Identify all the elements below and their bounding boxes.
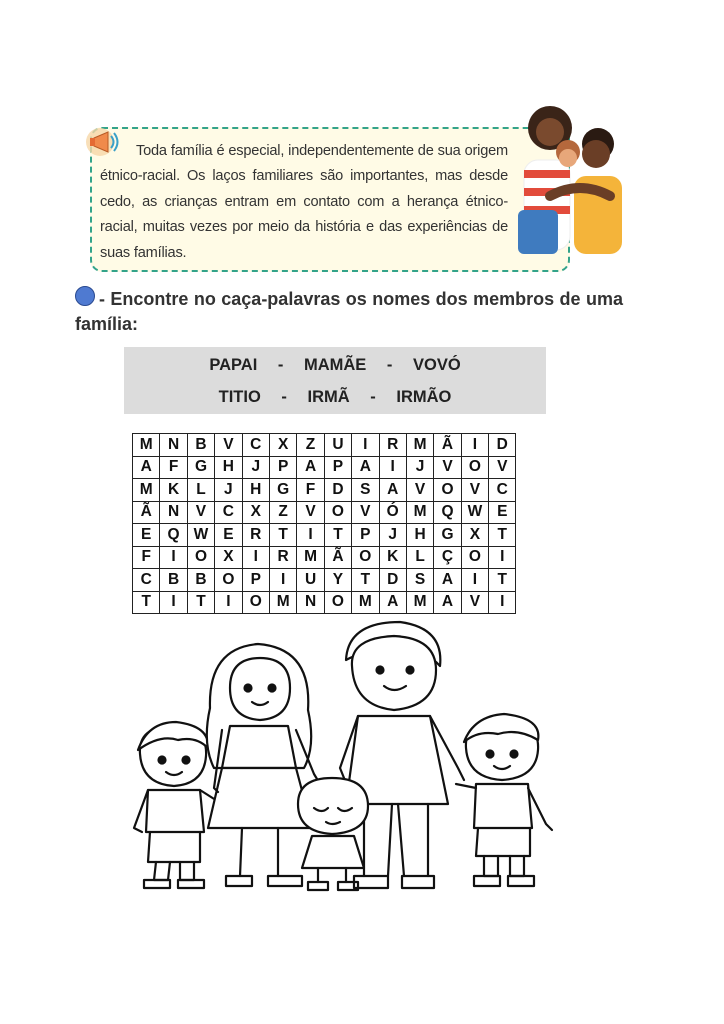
grid-cell[interactable]: A	[352, 456, 379, 479]
grid-cell[interactable]: I	[160, 591, 187, 614]
grid-cell[interactable]: I	[160, 546, 187, 569]
grid-cell[interactable]: L	[406, 546, 433, 569]
grid-cell[interactable]: R	[269, 546, 296, 569]
grid-cell[interactable]: F	[297, 479, 324, 502]
word-irmao: IRMÃO	[396, 388, 452, 406]
grid-cell[interactable]: D	[324, 479, 351, 502]
grid-cell[interactable]: A	[434, 591, 461, 614]
grid-cell[interactable]: L	[187, 479, 214, 502]
grid-cell[interactable]: V	[461, 591, 488, 614]
grid-cell[interactable]: Ã	[324, 546, 351, 569]
grid-cell[interactable]: P	[269, 456, 296, 479]
grid-cell[interactable]: D	[489, 434, 516, 457]
grid-cell[interactable]: C	[133, 569, 160, 592]
grid-cell[interactable]: O	[324, 501, 351, 524]
grid-cell[interactable]: M	[297, 546, 324, 569]
grid-cell[interactable]: Y	[324, 569, 351, 592]
grid-cell[interactable]: B	[187, 569, 214, 592]
word-search-table	[132, 433, 516, 614]
grid-cell[interactable]: V	[489, 456, 516, 479]
grid-cell[interactable]: P	[242, 569, 269, 592]
grid-cell[interactable]: R	[242, 524, 269, 547]
grid-cell[interactable]: T	[133, 591, 160, 614]
grid-cell[interactable]: V	[434, 456, 461, 479]
word-titio: TITIO	[218, 388, 261, 406]
boy-right-figure	[456, 714, 552, 886]
grid-cell[interactable]: V	[297, 501, 324, 524]
grid-cell[interactable]: I	[461, 434, 488, 457]
grid-cell[interactable]: D	[379, 569, 406, 592]
grid-cell[interactable]: T	[187, 591, 214, 614]
word-bank	[124, 347, 546, 414]
grid-cell[interactable]: W	[461, 501, 488, 524]
grid-cell[interactable]: K	[379, 546, 406, 569]
grid-cell[interactable]: Q	[434, 501, 461, 524]
grid-cell[interactable]: P	[324, 456, 351, 479]
family-hug-illustration	[510, 100, 622, 258]
grid-cell[interactable]: X	[269, 434, 296, 457]
grid-row	[133, 501, 516, 524]
grid-cell[interactable]: Q	[160, 524, 187, 547]
grid-cell[interactable]: A	[297, 456, 324, 479]
grid-cell[interactable]: I	[489, 546, 516, 569]
grid-cell[interactable]: J	[242, 456, 269, 479]
word-separator: -	[386, 356, 393, 374]
grid-cell[interactable]: X	[215, 546, 242, 569]
grid-cell[interactable]: Z	[297, 434, 324, 457]
grid-cell[interactable]: I	[215, 591, 242, 614]
word-separator: -	[281, 388, 287, 406]
word-separator: -	[370, 388, 376, 406]
grid-cell[interactable]: O	[242, 591, 269, 614]
grid-cell[interactable]: I	[242, 546, 269, 569]
grid-cell[interactable]: O	[324, 591, 351, 614]
grid-cell[interactable]: I	[352, 434, 379, 457]
grid-cell[interactable]: A	[434, 569, 461, 592]
grid-cell[interactable]: T	[352, 569, 379, 592]
grid-cell[interactable]: G	[187, 456, 214, 479]
grid-cell[interactable]: J	[406, 456, 433, 479]
grid-cell[interactable]: Ã	[434, 434, 461, 457]
grid-cell[interactable]: S	[406, 569, 433, 592]
family-coloring-drawing	[118, 618, 566, 900]
word-separator: -	[277, 356, 284, 374]
grid-cell[interactable]: F	[160, 456, 187, 479]
grid-cell[interactable]: I	[489, 591, 516, 614]
grid-cell[interactable]: O	[434, 479, 461, 502]
grid-cell[interactable]: C	[242, 434, 269, 457]
grid-cell[interactable]: T	[489, 524, 516, 547]
grid-cell[interactable]: Z	[269, 501, 296, 524]
grid-cell[interactable]: O	[187, 546, 214, 569]
word-bank-line-2	[124, 388, 546, 407]
grid-cell[interactable]: O	[352, 546, 379, 569]
grid-cell[interactable]: S	[352, 479, 379, 502]
grid-cell[interactable]: O	[215, 569, 242, 592]
grid-cell[interactable]: M	[133, 479, 160, 502]
grid-row	[133, 569, 516, 592]
grid-cell[interactable]: C	[489, 479, 516, 502]
grid-cell[interactable]: K	[160, 479, 187, 502]
grid-cell[interactable]: N	[160, 501, 187, 524]
grid-cell[interactable]: T	[324, 524, 351, 547]
grid-cell[interactable]: U	[324, 434, 351, 457]
grid-cell[interactable]: T	[489, 569, 516, 592]
grid-cell[interactable]: V	[187, 501, 214, 524]
grid-cell[interactable]: V	[215, 434, 242, 457]
grid-cell[interactable]: B	[160, 569, 187, 592]
grid-cell[interactable]: W	[187, 524, 214, 547]
grid-cell[interactable]: A	[379, 479, 406, 502]
grid-cell[interactable]: G	[269, 479, 296, 502]
grid-cell[interactable]: X	[461, 524, 488, 547]
grid-cell[interactable]: H	[215, 456, 242, 479]
grid-row	[133, 456, 516, 479]
grid-cell[interactable]: F	[133, 546, 160, 569]
word-papai: PAPAI	[209, 356, 258, 374]
word-mamae: MAMÃE	[303, 356, 367, 374]
grid-cell[interactable]: O	[461, 546, 488, 569]
grid-cell[interactable]: C	[215, 501, 242, 524]
grid-cell[interactable]: I	[269, 569, 296, 592]
word-irma: IRMÃ	[307, 388, 350, 406]
grid-cell[interactable]: T	[269, 524, 296, 547]
grid-cell[interactable]: G	[434, 524, 461, 547]
grid-row	[133, 591, 516, 614]
grid-cell[interactable]: N	[297, 591, 324, 614]
grid-cell[interactable]: M	[269, 591, 296, 614]
grid-cell[interactable]: H	[406, 524, 433, 547]
grid-cell[interactable]: N	[160, 434, 187, 457]
grid-cell[interactable]: M	[406, 434, 433, 457]
grid-cell[interactable]: J	[379, 524, 406, 547]
grid-cell[interactable]: V	[352, 501, 379, 524]
grid-cell[interactable]: I	[461, 569, 488, 592]
grid-cell[interactable]: X	[242, 501, 269, 524]
grid-cell[interactable]: H	[242, 479, 269, 502]
grid-cell[interactable]: A	[133, 456, 160, 479]
grid-cell[interactable]: M	[352, 591, 379, 614]
grid-cell[interactable]: Ó	[379, 501, 406, 524]
grid-cell[interactable]: U	[297, 569, 324, 592]
grid-cell[interactable]: M	[406, 501, 433, 524]
grid-cell[interactable]: M	[133, 434, 160, 457]
girl-figure	[298, 778, 368, 890]
grid-cell[interactable]: E	[215, 524, 242, 547]
grid-row	[133, 434, 516, 457]
grid-cell[interactable]: I	[379, 456, 406, 479]
grid-cell[interactable]: V	[406, 479, 433, 502]
mother-figure	[207, 644, 320, 886]
grid-cell[interactable]: B	[187, 434, 214, 457]
grid-cell[interactable]: O	[461, 456, 488, 479]
grid-cell[interactable]: Ã	[133, 501, 160, 524]
grid-row	[133, 524, 516, 547]
info-text: Toda família é especial, independentemente de sua origem étnico-racial. Os laços familiares são importantes, mas desde cedo, as crianças entram em contato com a herança étnico-racial, muitas vezes por meio da história e das experiências de suas famílias.	[100, 143, 508, 261]
grid-cell[interactable]: V	[461, 479, 488, 502]
grid-cell[interactable]: M	[406, 591, 433, 614]
word-search-grid	[132, 433, 558, 616]
grid-row	[133, 546, 516, 569]
grid-cell[interactable]: I	[297, 524, 324, 547]
grid-cell[interactable]: Ç	[434, 546, 461, 569]
grid-cell[interactable]: A	[379, 591, 406, 614]
word-bank-line-1	[124, 356, 546, 375]
grid-row	[133, 479, 516, 502]
grid-cell[interactable]: E	[489, 501, 516, 524]
instruction-text: - Encontre no caça-palavras os nomes dos membros de uma família:	[75, 289, 623, 334]
grid-cell[interactable]: E	[133, 524, 160, 547]
grid-cell[interactable]: P	[352, 524, 379, 547]
grid-cell[interactable]: R	[379, 434, 406, 457]
word-vovo: VOVÓ	[413, 356, 461, 374]
grid-cell[interactable]: J	[215, 479, 242, 502]
